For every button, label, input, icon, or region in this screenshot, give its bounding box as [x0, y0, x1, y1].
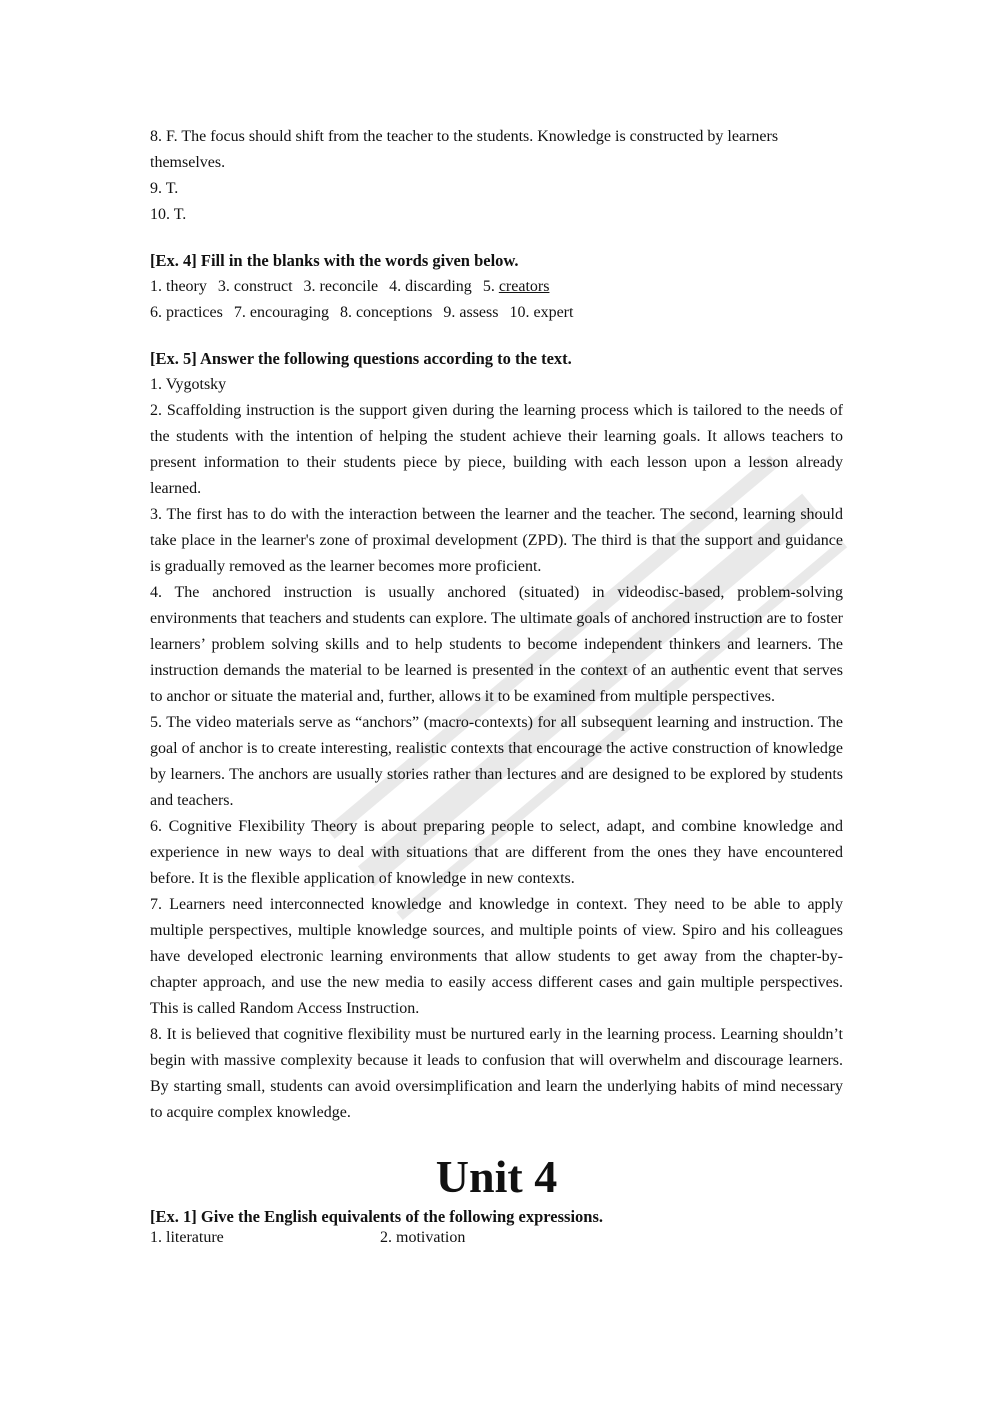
- ex4-word: 6. practices: [150, 304, 223, 321]
- ex5-answer-4: 4. The anchored instruction is usually anchored (situated) in videodisc-based, problem-solving environments that teachers and students can explore. The ultimate goals of anchored instruction are to foster learners’ problem solving skills and to help students to become independent thinkers and learners. The instruction demands the material to be learned is presented in the context of an authentic event that serves to anchor or situate the material and, further, allows it to be examined from multiple perspectives.: [150, 584, 843, 705]
- ex4-word: 9. assess: [443, 304, 499, 321]
- ex4-word: 7. encouraging: [233, 304, 329, 321]
- ex4-heading: [Ex. 4] Fill in the blanks with the words given below.: [150, 251, 519, 270]
- unit4-ex1-item-1: 1. literature: [150, 1229, 224, 1246]
- ex5-answer-1: 1. Vygotsky: [150, 376, 227, 393]
- ex3-item-9: 9. T.: [150, 180, 179, 197]
- ex3-item-8-line2: themselves.: [150, 154, 226, 171]
- ex5-answer-7: 7. Learners need interconnected knowledge and knowledge in context. They need to be able to apply multiple perspectives, multiple knowledge sources, and multiple points of view. Spiro and his colleagues have developed electronic learning environments that allow students to get away from the chapter-by-chapter approach, and use the new media to easily access different cases and gain multiple perspectives. This is called Random Access Instruction.: [150, 896, 843, 1017]
- ex5-answer-3: 3. The first has to do with the interaction between the learner and the teacher. The second, learning should take place in the learner's zone of proximal development (ZPD). The third is that the support and guidance is gradually removed as the learner becomes more proficient.: [150, 506, 843, 575]
- ex4-word-row-1: [150, 274, 843, 300]
- ex3-item-8-line1: 8. F. The focus should shift from the teacher to the students. Knowledge is constructed by learners: [150, 128, 779, 145]
- ex3-item-10: 10. T.: [150, 206, 187, 223]
- ex4-word: 10. expert: [509, 304, 574, 321]
- document-page: [150, 124, 843, 1248]
- ex4-word-row-2: [150, 300, 843, 326]
- ex4-word: 3. reconcile: [303, 278, 379, 295]
- ex4-word: 1. theory: [150, 278, 207, 295]
- ex5-answer-2: 2. Scaffolding instruction is the support given during the learning process which is tailored to the needs of the students with the intention of helping the student achieve their learning goals. It allows teachers to present information to their students piece by piece, building with each lesson upon a lesson already learned.: [150, 402, 843, 497]
- unit4-ex1-item-2: 2. motivation: [380, 1229, 466, 1246]
- ex5-answer-8: 8. It is believed that cognitive flexibility must be nurtured early in the learning process. Learning shouldn’t begin with massive complexity because it leads to confusion that will overwhelm and discourage learners. By starting small, students can avoid oversimplification and learn the underlying habits of mind necessary to acquire complex knowledge.: [150, 1026, 843, 1121]
- ex5-heading: [Ex. 5] Answer the following questions according to the text.: [150, 349, 572, 368]
- ex4-word: 3. construct: [217, 278, 293, 295]
- ex5-answer-5: 5. The video materials serve as “anchors” (macro-contexts) for all subsequent learning and instruction. The goal of anchor is to create interesting, realistic contexts that encourage the active construction of knowledge by learners. The anchors are usually stories rather than lectures and are designed to be explored by students and teachers.: [150, 714, 843, 809]
- unit4-ex1-row: [150, 1228, 843, 1248]
- ex4-word-underlined: creators: [498, 278, 550, 295]
- unit4-ex1-heading: [Ex. 1] Give the English equivalents of the following expressions.: [150, 1207, 604, 1226]
- ex4-word: 8. conceptions: [339, 304, 433, 321]
- ex4-word-number: 5.: [482, 278, 495, 295]
- unit-title: Unit 4: [435, 1151, 558, 1202]
- ex4-word: 4. discarding: [389, 278, 472, 295]
- ex5-answer-6: 6. Cognitive Flexibility Theory is about preparing people to select, adapt, and combine knowledge and experience in new ways to deal with situations that are different from the ones they have encountered before. It is the flexible application of knowledge in new contexts.: [150, 818, 843, 887]
